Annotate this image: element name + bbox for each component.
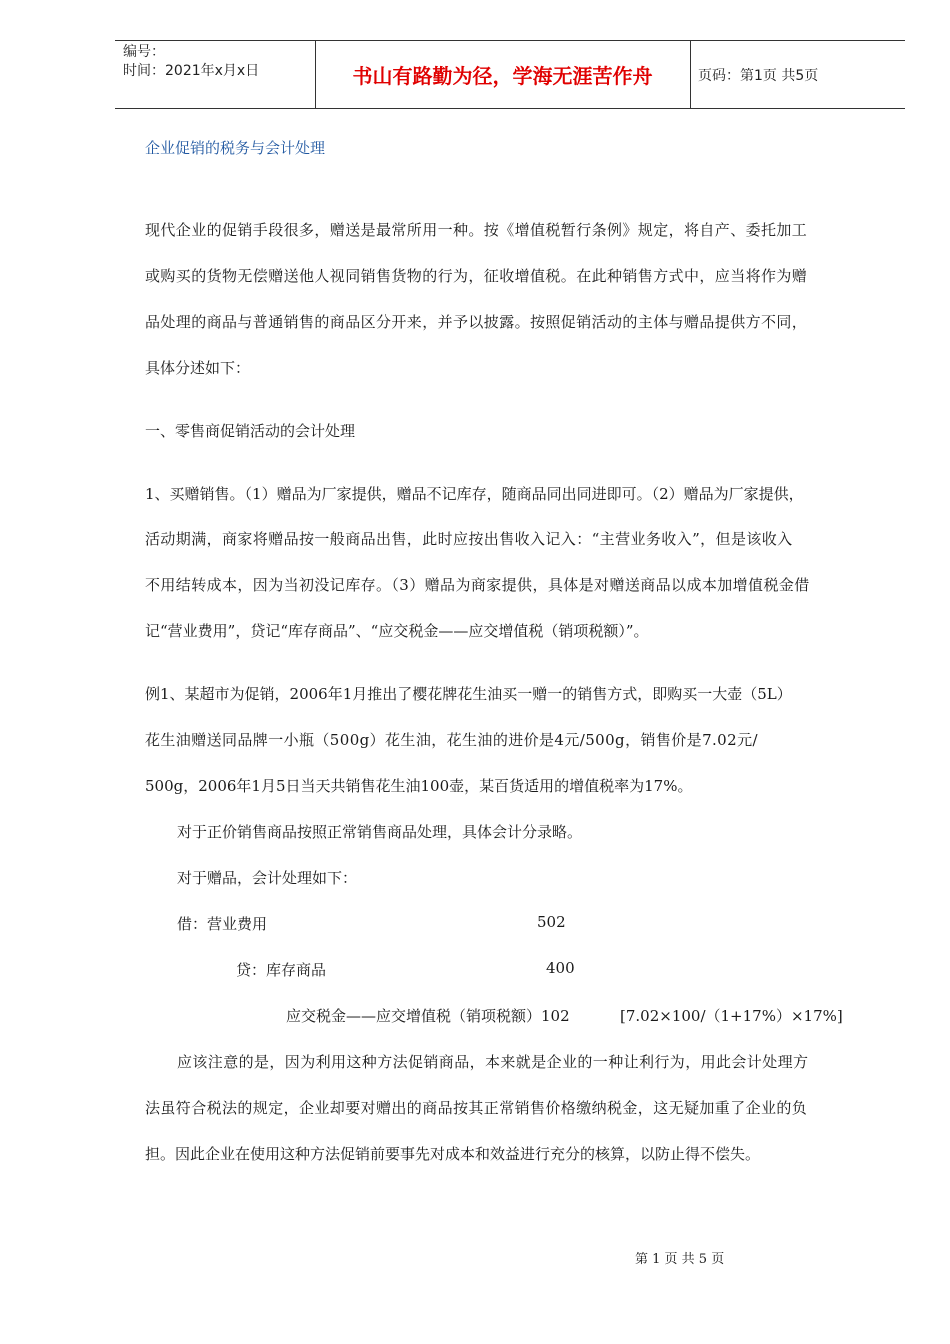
gift-intro-text: 对于赠品，会计处理如下： [177,869,358,887]
number-label: 编号： [123,44,165,60]
example-line: 花生油赠送同品牌一小瓶（500g）花生油，花生油的进价是4元/500g，销售价是7.02元/ [145,731,758,749]
debit-amount: 502 [537,913,566,931]
section-heading: 一、零售商促销活动的会计处理 [145,422,356,440]
note-line: 应该注意的是，因为利用这种方法促销商品，本来就是企业的一种让利行为，用此会计处理方 [177,1053,809,1071]
item1-line: 记“营业费用”，贷记“库存商品”、“应交税金——应交增值税（销项税额）”。 [145,622,649,640]
header-divider [690,41,691,108]
tax-entry: 应交税金——应交增值税（销项税额）102 [286,1007,570,1025]
header-page-info: 页码：第1页 共5页 [698,67,819,84]
page-footer: 第 1 页 共 5 页 [635,1252,725,1267]
normal-sale-text: 对于正价销售商品按照正常销售商品处理，具体会计分录略。 [177,823,583,841]
credit-account: 贷：库存商品 [236,961,327,979]
page-header [115,40,905,109]
time-label: 时间：2021年x月x日 [123,63,260,79]
note-line: 担。因此企业在使用这种方法促销前要事先对成本和效益进行充分的核算，以防止得不偿失。 [145,1145,761,1163]
item1-line: 活动期满，商家将赠品按一般商品出售，此时应按出售收入记入：“主营业务收入”，但是该收入 [145,530,793,548]
header-motto: 书山有路勤为径，学海无涯苦作舟 [352,64,653,88]
item1-line: 1、买赠销售。（1）赠品为厂家提供，赠品不记库存，随商品同出同进即可。（2）赠品为厂家提供， [145,485,804,503]
intro-line: 现代企业的促销手段很多，赠送是最常所用一种。按《增值税暂行条例》规定，将自产、委托加工 [145,221,808,239]
credit-amount: 400 [546,959,575,977]
example-line: 500g，2006年1月5日当天共销售花生油100壶，某百货适用的增值税率为17%。 [145,777,693,795]
header-meta [123,43,259,81]
intro-line: 或购买的货物无偿赠送他人视同销售货物的行为，征收增值税。在此种销售方式中，应当将作为赠 [145,267,808,285]
item1-line: 不用结转成本，因为当初没记库存。（3）赠品为商家提供，具体是对赠送商品以成本加增值税金借 [145,576,810,594]
debit-account: 借：营业费用 [177,915,268,933]
example-line: 例1、某超市为促销，2006年1月推出了樱花牌花生油买一赠一的销售方式，即购买一大壶（5L） [145,685,792,703]
document-title: 企业促销的税务与会计处理 [145,139,326,157]
tax-formula: [7.02×100/（1+17%）×17%] [620,1007,843,1025]
intro-line: 品处理的商品与普通销售的商品区分开来，并予以披露。按照促销活动的主体与赠品提供方不同， [145,313,808,331]
intro-line: 具体分述如下： [145,359,251,377]
note-line: 法虽符合税法的规定，企业却要对赠出的商品按其正常销售价格缴纳税金，这无疑加重了企业的负 [145,1099,808,1117]
